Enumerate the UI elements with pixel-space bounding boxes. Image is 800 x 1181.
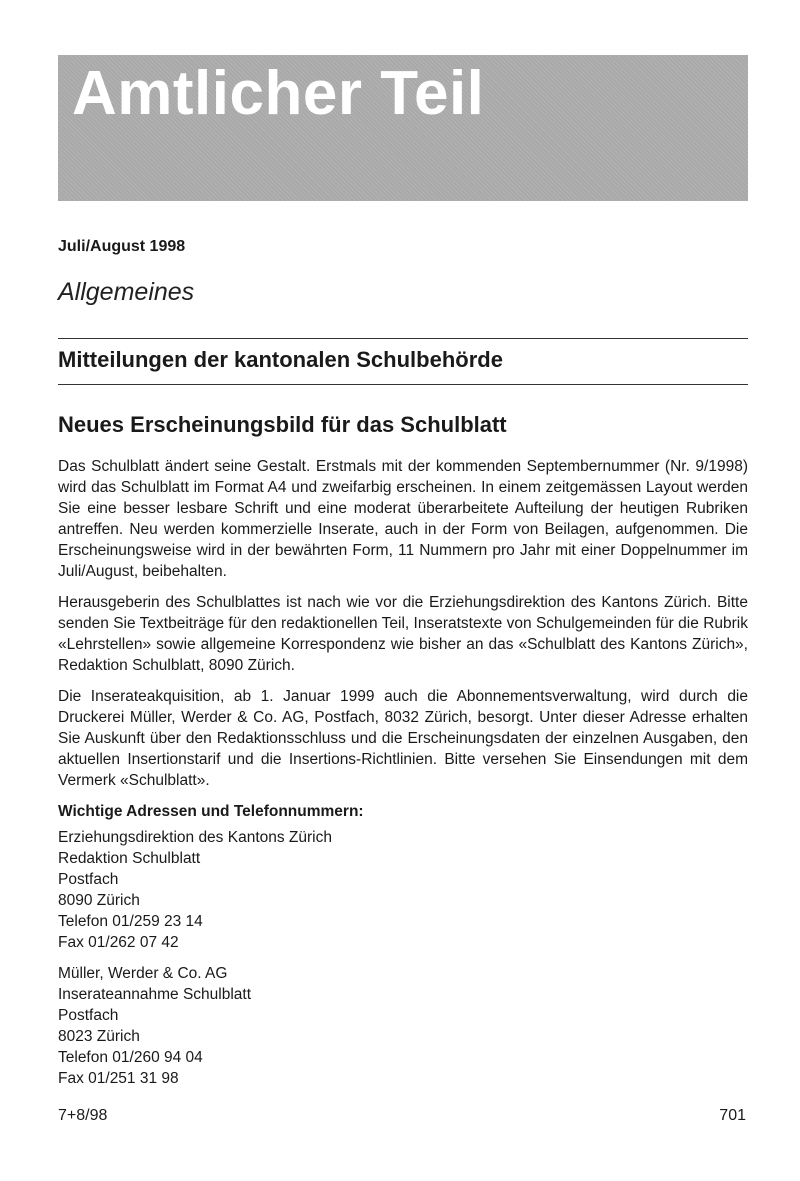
address-line: 8023 Zürich — [58, 1028, 140, 1045]
divider-bottom — [58, 384, 748, 385]
address-line: Müller, Werder & Co. AG — [58, 965, 228, 982]
section-title: Allgemeines — [58, 278, 195, 306]
address-line: Redaktion Schulblatt — [58, 850, 201, 867]
header-banner — [58, 55, 748, 201]
contacts-heading: Wichtige Adressen und Telefonnummern: — [58, 803, 364, 820]
footer-page-number: 701 — [719, 1107, 746, 1124]
header-title: Amtlicher Teil — [72, 59, 485, 128]
article-body — [58, 456, 748, 1099]
paragraph-3: Die Inserateakquisition, ab 1. Januar 1999 auch die Abonnementsverwaltung, wird durch die Druckerei Müller, Werder & Co. AG, Postfach, 8032 Zürich, besorgt. Unter dieser Adresse erhalten Sie Auskunft über den Redaktionsschluss und die Erscheinungsdaten der einzelnen Ausgaben, den aktuellen Insertionstarif und die Insertions-Richtlinien. Bitte versehen Sie Einsendungen mit dem Vermerk «Schulblatt». — [58, 688, 748, 789]
paragraph-2: Herausgeberin des Schulblattes ist nach wie vor die Erziehungsdirektion des Kantons Zürich. Bitte senden Sie Textbeiträge für den redaktionellen Teil, Inseratstexte von Schulgemeinden für die Rubrik «Lehrstellen» sowie allgemeine Korrespondenz wie bisher an das «Schulblatt des Kantons Zürich», Redaktion Schulblatt, 8090 Zürich. — [58, 594, 748, 674]
address-line: 8090 Zürich — [58, 892, 140, 909]
address-line: Postfach — [58, 871, 119, 888]
subheading: Mitteilungen der kantonalen Schulbehörde — [58, 347, 503, 372]
article-title: Neues Erscheinungsbild für das Schulblatt — [58, 412, 507, 437]
fax-line: Fax 01/262 07 42 — [58, 934, 179, 951]
issue-date: Juli/August 1998 — [58, 238, 186, 255]
paragraph-1: Das Schulblatt ändert seine Gestalt. Erstmals mit der kommenden Septembernummer (Nr. 9/1998) wird das Schulblatt im Format A4 und zweifarbig erscheinen. In einem zeitgemässen Layout werden Sie eine besser lesbare Schrift und eine moderat überarbeitete Aufteilung der heutigen Rubriken antreffen. Neu werden kommerzielle Inserate, auch in der Form von Beilagen, aufgenommen. Die Erscheinungsweise wird in der bewährten Form, 11 Nummern pro Jahr mit einer Doppelnummer im Juli/August, beibehalten. — [58, 458, 748, 580]
phone-line: Telefon 01/259 23 14 — [58, 913, 203, 930]
divider-top — [58, 338, 748, 339]
address-line: Erziehungsdirektion des Kantons Zürich — [58, 829, 332, 846]
address-block-printer — [58, 963, 748, 1089]
address-block-education-department — [58, 827, 748, 953]
address-line: Inserateannahme Schulblatt — [58, 986, 252, 1003]
address-line: Postfach — [58, 1007, 119, 1024]
footer-issue: 7+8/98 — [58, 1107, 108, 1124]
phone-line: Telefon 01/260 94 04 — [58, 1049, 203, 1066]
fax-line: Fax 01/251 31 98 — [58, 1070, 179, 1087]
